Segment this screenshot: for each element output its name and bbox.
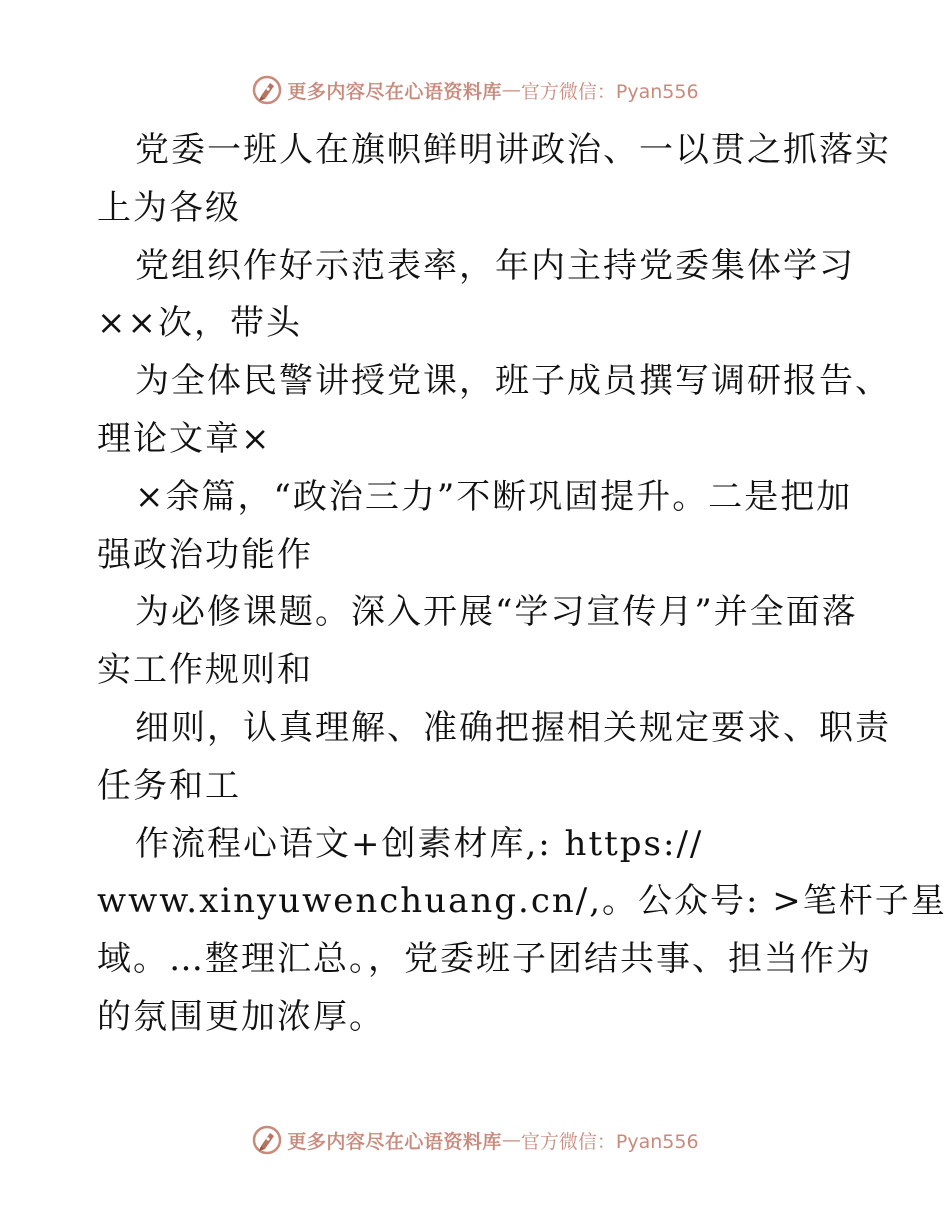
body-line: 为必修课题。深入开展“学习宣传月”并全面落: [135, 592, 858, 633]
body-line: 理论文章×: [97, 418, 272, 459]
body-line: ×余篇，“政治三力”不断巩固提升。二是把加: [135, 476, 853, 517]
body-line: 作流程心语文+创素材库,: https://: [135, 823, 704, 864]
body-line: 强政治功能作: [97, 534, 313, 575]
header-wechat-text: 官方微信：Pyan556: [520, 80, 699, 103]
body-line: 的氛围更加浓厚。: [97, 996, 385, 1037]
body-line: 党委一班人在旗帜鲜明讲政治、一以贯之抓落实: [135, 130, 891, 170]
body-line: 任务和工: [97, 765, 241, 806]
body-line: 细则，认真理解、准确把握相关规定要求、职责: [135, 707, 891, 748]
footer-wechat-text: 官方微信：Pyan556: [520, 1130, 699, 1153]
body-line: 党组织作好示范表率，年内主持党委集体学习: [135, 245, 855, 286]
header-site-text: 更多内容尽在心语资料库: [287, 80, 502, 103]
footer-dash: —: [501, 1129, 521, 1151]
body-line: 上为各级: [97, 187, 241, 228]
footer-banner: [0, 1120, 950, 1160]
header-dash: —: [501, 79, 521, 101]
footer-site-text: 更多内容尽在心语资料库: [287, 1130, 502, 1153]
body-line: ××次，带头: [97, 303, 302, 344]
body-line: 域。…整理汇总。，党委班子团结共事、担当作为: [97, 939, 872, 980]
pen-nib-circle-icon: [251, 1124, 283, 1156]
document-body: [97, 122, 947, 1047]
body-line: 为全体民警讲授党课，班子成员撰写调研报告、: [135, 361, 891, 402]
pen-nib-circle-icon: [251, 74, 283, 106]
body-line: 实工作规则和: [97, 650, 313, 691]
header-banner: [0, 70, 950, 110]
body-line: www.xinyuwenchuang.cn/,。公众号: >笔杆子星: [97, 881, 947, 922]
